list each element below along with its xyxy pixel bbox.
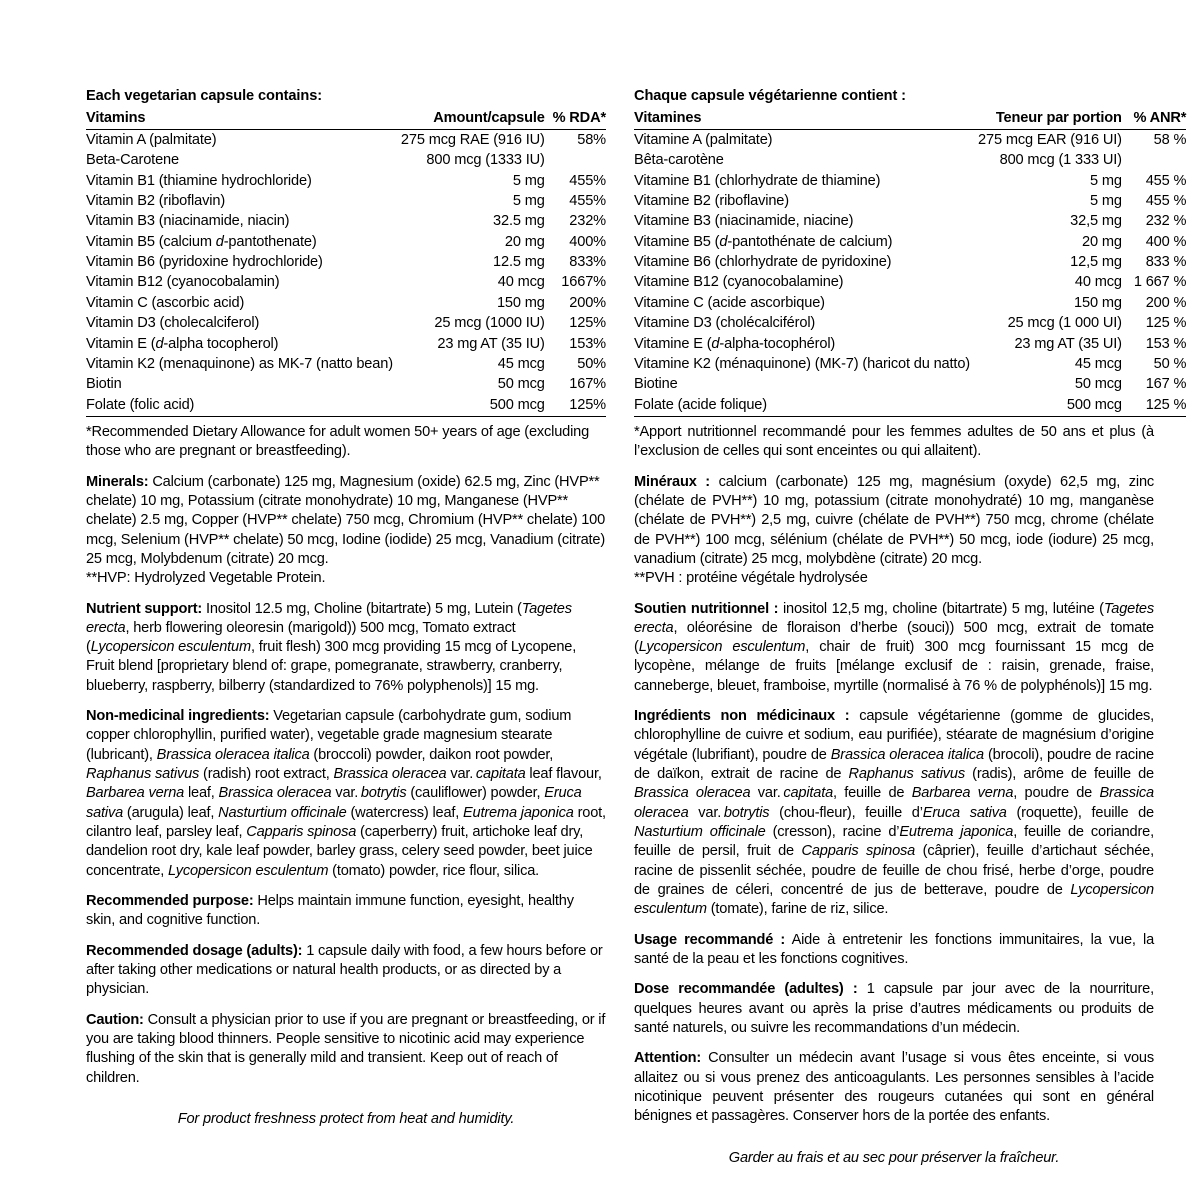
- percent-cell: 833 %: [1145, 254, 1187, 271]
- percent-cell: 232 %: [1145, 213, 1187, 230]
- nutrient-name-cell: Folate (acide folique): [634, 396, 767, 413]
- percent-cell: [1122, 150, 1187, 170]
- percent-cell: 833%: [569, 254, 606, 271]
- percent-cell: 455%: [569, 172, 606, 189]
- table-row: [634, 354, 1186, 374]
- amount-cell: 40 mcg: [497, 274, 545, 291]
- french-freshness-note: Garder au frais et au sec pour préserver la fraîcheur.: [728, 1149, 1060, 1166]
- percent-cell: 50 %: [1153, 355, 1187, 372]
- percent-cell: 153%: [569, 335, 606, 352]
- percent-cell: 125%: [569, 315, 606, 332]
- table-row: [634, 211, 1186, 231]
- percent-cell: 455 %: [1145, 193, 1187, 210]
- percent-cell: 455 %: [1145, 172, 1187, 189]
- nutrient-name-cell: Vitamin B5 (calcium d-pantothenate): [86, 233, 317, 250]
- percent-cell: 58%: [577, 132, 606, 149]
- nutrient-name-cell: Vitamin B2 (riboflavin): [86, 193, 226, 210]
- table-row: [634, 293, 1186, 313]
- amount-cell: 275 mcg EAR (916 UI): [978, 132, 1122, 149]
- amount-cell: 32.5 mg: [493, 213, 545, 230]
- nutrient-name-cell: Vitamine B6 (chlorhydrate de pyridoxine): [634, 254, 892, 271]
- nutrient-name-cell: Folate (folic acid): [86, 396, 195, 413]
- english-nutrient-text: Inositol 12.5 mg, Choline (bitartrate) 5 mg, Lutein (Tagetes erecta, herb flowering oleoresin (marigold)) 500 mcg, Tomato extract (Lycopersicon esculentum, fruit flesh) 300 mcg providing 15 mcg of Lycopene, Fruit blend [proprietary blend of: grape, pomegranate, strawberry, cranberry, blueberry, raspberry, bilberry (standardized to 76% polyphenols)] 15 mg.: [86, 600, 577, 694]
- nutrient-name-cell: Vitamine K2 (ménaquinone) (MK-7) (haricot du natto): [634, 355, 971, 372]
- amount-cell: 40 mcg: [1074, 274, 1122, 291]
- percent-cell: 1667%: [561, 274, 606, 291]
- table-row: [634, 252, 1186, 272]
- amount-cell: 50 mcg: [1074, 376, 1122, 393]
- percent-cell: 455%: [569, 193, 606, 210]
- nutrient-name-cell: Vitamine C (acide ascorbique): [634, 294, 825, 311]
- table-row: [634, 334, 1186, 354]
- table-row: [86, 272, 606, 292]
- column-header-amount: Amount/capsule: [393, 108, 545, 130]
- percent-cell: 200%: [569, 294, 606, 311]
- nutrient-name-cell: Beta-Carotene: [86, 152, 179, 169]
- amount-cell: 12.5 mg: [493, 254, 545, 271]
- table-row: [86, 313, 606, 333]
- french-dosage-label: Dose recommandée (adultes) :: [634, 981, 858, 998]
- french-purpose-paragraph: [634, 931, 1154, 970]
- percent-cell: 58 %: [1153, 132, 1187, 149]
- nutrient-name-cell: Biotin: [86, 376, 122, 393]
- table-header-row: [634, 108, 1186, 130]
- english-freshness-note: For product freshness protect from heat and humidity.: [177, 1111, 515, 1128]
- english-table-body: [86, 130, 606, 417]
- column-header-anr: % ANR*: [1122, 108, 1187, 130]
- table-row: [86, 374, 606, 394]
- english-caution-label: Caution:: [86, 1011, 144, 1028]
- percent-cell: 167 %: [1145, 376, 1187, 393]
- column-header-teneur: Teneur par portion: [970, 108, 1122, 130]
- percent-cell: 167%: [569, 376, 606, 393]
- table-row: [634, 272, 1186, 292]
- english-nutrient-support-paragraph: [86, 600, 606, 697]
- nutrient-name-cell: Vitamin B6 (pyridoxine hydrochloride): [86, 254, 323, 271]
- english-caution-text: Consult a physician prior to use if you are pregnant or breastfeeding, or if you are taking blood thinners. People sensitive to nicotinic acid may experience flushing of the skin that is generally mild and transient. Keep out of reach of children.: [86, 1011, 606, 1086]
- french-purpose-text: Aide à entretenir les fonctions immunitaires, la vue, la santé de la peau et les fonctions cognitives.: [634, 931, 1155, 968]
- amount-cell: 275 mcg RAE (916 IU): [400, 132, 545, 149]
- english-vitamins-table: [86, 108, 606, 417]
- amount-cell: 5 mg: [512, 193, 545, 210]
- english-purpose-label: Recommended purpose:: [86, 893, 254, 910]
- nutrient-name-cell: Vitamin B12 (cyanocobalamin): [86, 274, 280, 291]
- nutrient-name-cell: Vitamin B3 (niacinamide, niacin): [86, 213, 290, 230]
- table-row: [86, 334, 606, 354]
- english-dosage-label: Recommended dosage (adults):: [86, 942, 303, 959]
- french-nonmed-text: capsule végétarienne (gomme de glucides, chlorophylline de cuivre et sodium, eau purifiée), stéarate de magnésium d’origine végétale (lubrifiant), poudre de Brassica oleracea italica (brocoli), poudre de racine de daïkon, extrait de racine de Raphanus sativus (radis), arôme de feuille de Brassica oleracea var. capitata, feuille de Barbarea verna, poudre de Brassica oleracea var. botrytis (chou-fleur), feuille d’Eruca sativa (roquette), feuille de Nasturtium officinale (cresson), racine d’Eutrema japonica, feuille de coriandre, feuille de persil, fruit de Capparis spinosa (câprier), feuille d’artichaut séchée, racine de pissenlit séchée, poudre de feuille de chou frisé, herbe d’orge, poudre de graines de céleri, concentré de jus de betterave, poudre de Lycopersicon esculentum (tomate), farine de riz, silice.: [634, 708, 1154, 918]
- table-row: [86, 171, 606, 191]
- french-dosage-text: 1 capsule par jour avec de la nourriture, quelques heures avant ou après la prise d’autres médicaments ou produits de santé naturels, ou suivre les recommandations d’un médecin.: [634, 981, 1154, 1037]
- percent-cell: 153 %: [1145, 335, 1187, 352]
- english-hvp-note: **HVP: Hydrolyzed Vegetable Protein.: [86, 570, 326, 587]
- french-minerals-paragraph: [634, 473, 1154, 570]
- table-row: [86, 354, 606, 374]
- english-minerals-text: Calcium (carbonate) 125 mg, Magnesium (oxide) 62.5 mg, Zinc (HVP** chelate) 10 mg, Potassium (citrate monohydrate) 10 mg, Manganese (HVP** chelate) 2.5 mg, Copper (HVP** chelate) 750 mcg, Chromium (HVP** chelate) 100 mcg, Selenium (HVP** chelate) 50 mcg, Iodine (iodide) 25 mcg, Vanadium (citrate) 25 mcg, Molybdenum (citrate) 20 mcg.: [86, 473, 606, 567]
- nutrient-name-cell: Vitamin D3 (cholecalciferol): [86, 315, 260, 332]
- french-non-medicinal-paragraph: [634, 707, 1154, 920]
- english-purpose-paragraph: [86, 892, 606, 931]
- french-pvh-note: **PVH : protéine végétale hydrolysée: [634, 570, 868, 587]
- amount-cell: 50 mcg: [497, 376, 545, 393]
- french-dosage-paragraph: [634, 980, 1154, 1038]
- french-nutrient-label: Soutien nutritionnel :: [634, 600, 779, 617]
- french-minerals-text: calcium (carbonate) 125 mg, magnésium (oxyde) 62,5 mg, zinc (chélate de PVH**) 10 mg, potassium (citrate monohydraté) 10 mg, manganèse (chélate de PVH**) 2,5 mg, cuivre (chélate de PVH**) 750 mcg, chrome (chélate de PVH**) 100 mcg, sélénium (chélate de PVH**) 50 mcg, iode (iodure) 25 mcg, vanadium (citrate) 25 mcg, molybdène (citrate) 20 mcg.: [634, 473, 1155, 567]
- english-dosage-text: 1 capsule daily with food, a few hours before or after taking other medications or natural health products, or as directed by a physician.: [86, 942, 603, 998]
- amount-cell: 5 mg: [512, 172, 545, 189]
- french-caution-text: Consulter un médecin avant l’usage si vous êtes enceinte, si vous allaitez ou si vous prenez des anticoagulants. Les personnes sensibles à l’acide nicotinique peuvent présenter des rougeurs cutanées qui sont en général bénignes et passagères. Conserver hors de la portée des enfants.: [634, 1050, 1154, 1125]
- english-intro-line: Each vegetarian capsule contains:: [86, 88, 322, 104]
- percent-cell: 400%: [569, 233, 606, 250]
- percent-cell: 125 %: [1145, 315, 1187, 332]
- nutrient-name-cell: Vitamin K2 (menaquinone) as MK-7 (natto bean): [86, 355, 393, 372]
- amount-cell: 5 mg: [1089, 193, 1122, 210]
- percent-cell: 200 %: [1145, 294, 1187, 311]
- amount-cell: 20 mg: [1082, 233, 1122, 250]
- nutrient-name-cell: Vitamin B1 (thiamine hydrochloride): [86, 172, 312, 189]
- english-nonmed-label: Non-medicinal ingredients:: [86, 708, 270, 725]
- amount-cell: 150 mg: [496, 294, 545, 311]
- french-nutrient-text: inositol 12,5 mg, choline (bitartrate) 5 mg, lutéine (Tagetes erecta, oléorésine de floraison d’herbe (souci)) 500 mcg, extrait de tomate (Lycopersicon esculentum, chair de fruit) 300 mcg fournissant 15 mcg de lycopène, mélange de fruits [mélange exclusif de : raisin, grenade, fraise, canneberge, bleuet, framboise, myrtille (normalisé à 76 % de polyphénols)] 15 mg.: [634, 600, 1154, 694]
- nutrient-name-cell: Vitamine D3 (cholécalciférol): [634, 315, 816, 332]
- french-caution-paragraph: [634, 1049, 1154, 1126]
- nutrient-name-cell: Biotine: [634, 376, 678, 393]
- amount-cell: 800 mcg (1333 IU): [426, 152, 545, 169]
- english-purpose-text: Helps maintain immune function, eyesight, healthy skin, and cognitive function.: [86, 893, 574, 929]
- table-row: [86, 252, 606, 272]
- column-header-vitamins: Vitamins: [86, 108, 393, 130]
- percent-cell: 400 %: [1145, 233, 1187, 250]
- nutrient-name-cell: Vitamine E (d-alpha-tocophérol): [634, 335, 836, 352]
- bilingual-columns: [86, 86, 1187, 1168]
- english-table-head: [86, 108, 606, 130]
- percent-cell: 125 %: [1145, 396, 1187, 413]
- amount-cell: 5 mg: [1089, 172, 1122, 189]
- nutrient-name-cell: Vitamine B12 (cyanocobalamine): [634, 274, 844, 291]
- amount-cell: 150 mg: [1074, 294, 1122, 311]
- english-caution-paragraph: [86, 1011, 606, 1088]
- amount-cell: 25 mcg (1 000 UI): [1007, 315, 1122, 332]
- percent-cell: [545, 150, 606, 170]
- french-panel: [634, 86, 1187, 1168]
- table-row: [86, 211, 606, 231]
- nutrient-name-cell: Vitamine B3 (niacinamide, niacine): [634, 213, 854, 230]
- table-row: [86, 293, 606, 313]
- nutrient-name-cell: Vitamine A (palmitate): [634, 132, 773, 149]
- column-header-vitamines: Vitamines: [634, 108, 970, 130]
- french-vitamins-table: [634, 108, 1186, 417]
- amount-cell: 20 mg: [504, 233, 545, 250]
- english-nutrient-label: Nutrient support:: [86, 600, 203, 617]
- amount-cell: 500 mcg: [1066, 396, 1122, 413]
- french-nonmed-label: Ingrédients non médicinaux :: [634, 708, 850, 725]
- table-row: [86, 395, 606, 417]
- french-purpose-label: Usage recommandé :: [634, 931, 786, 948]
- table-row: [86, 232, 606, 252]
- nutrient-name-cell: Bêta-carotène: [634, 152, 724, 169]
- nutrient-name-cell: Vitamine B5 (d-pantothénate de calcium): [634, 233, 893, 250]
- percent-cell: 125%: [569, 396, 606, 413]
- french-nutrient-support-paragraph: [634, 600, 1154, 697]
- table-row: [86, 191, 606, 211]
- percent-cell: 1 667 %: [1133, 274, 1187, 291]
- english-nonmed-text: Vegetarian capsule (carbohydrate gum, sodium copper chlorophyllin, purified water), vegetable grade magnesium stearate (lubricant), Brassica oleracea italica (broccoli) powder, daikon root powder, Raphanus sativus (radish) root extract, Brassica oleracea var. capitata leaf flavour, Barbarea verna leaf, Brassica oleracea var. botrytis (cauliflower) powder, Eruca sativa (arugula) leaf, Nasturtium officinale (watercress) leaf, Eutrema japonica root, cilantro leaf, parsley leaf, Capparis spinosa (caperberry) fruit, artichoke leaf dry, dandelion root dry, kale leaf powder, barley grass, celery seed powder, beet juice concentrate, Lycopersicon esculentum (tomato) powder, rice flour, silica.: [86, 708, 606, 879]
- table-row: [634, 191, 1186, 211]
- table-row: [86, 150, 606, 170]
- english-minerals-label: Minerals:: [86, 473, 149, 490]
- french-minerals-label: Minéraux :: [634, 473, 710, 490]
- table-row: [634, 395, 1186, 417]
- english-non-medicinal-paragraph: [86, 707, 606, 881]
- amount-cell: 12,5 mg: [1070, 254, 1122, 271]
- amount-cell: 45 mcg: [497, 355, 545, 372]
- amount-cell: 500 mcg: [489, 396, 545, 413]
- amount-cell: 23 mg AT (35 IU): [437, 335, 545, 352]
- amount-cell: 23 mg AT (35 UI): [1014, 335, 1122, 352]
- english-minerals-paragraph: [86, 473, 606, 570]
- table-row: [634, 374, 1186, 394]
- french-caution-label: Attention:: [634, 1050, 702, 1067]
- percent-cell: 50%: [577, 355, 606, 372]
- amount-cell: 32,5 mg: [1070, 213, 1122, 230]
- table-row: [634, 171, 1186, 191]
- nutrient-name-cell: Vitamine B2 (riboflavine): [634, 193, 789, 210]
- table-row: [86, 130, 606, 151]
- amount-cell: 25 mcg (1000 IU): [434, 315, 545, 332]
- french-table-body: [634, 130, 1186, 417]
- amount-cell: 800 mcg (1 333 UI): [999, 152, 1122, 169]
- table-row: [634, 313, 1186, 333]
- english-dosage-paragraph: [86, 942, 606, 1000]
- english-rda-footnote: *Recommended Dietary Allowance for adult women 50+ years of age (excluding those who are pregnant or breastfeeding).: [86, 423, 590, 460]
- french-anr-footnote: *Apport nutritionnel recommandé pour les femmes adultes de 50 ans et plus (à l’exclusion de celles qui sont enceintes ou qui allaitent).: [634, 423, 1154, 460]
- nutrient-name-cell: Vitamine B1 (chlorhydrate de thiamine): [634, 172, 881, 189]
- amount-cell: 45 mcg: [1074, 355, 1122, 372]
- table-row: [634, 130, 1186, 151]
- french-table-head: [634, 108, 1186, 130]
- percent-cell: 232%: [569, 213, 606, 230]
- table-row: [634, 232, 1186, 252]
- english-panel: [86, 86, 606, 1129]
- table-row: [634, 150, 1186, 170]
- french-intro-line: Chaque capsule végétarienne contient :: [634, 88, 906, 104]
- nutrient-name-cell: Vitamin C (ascorbic acid): [86, 294, 245, 311]
- nutrient-name-cell: Vitamin A (palmitate): [86, 132, 217, 149]
- table-header-row: [86, 108, 606, 130]
- column-header-rda: % RDA*: [545, 108, 606, 130]
- nutrient-name-cell: Vitamin E (d-alpha tocopherol): [86, 335, 279, 352]
